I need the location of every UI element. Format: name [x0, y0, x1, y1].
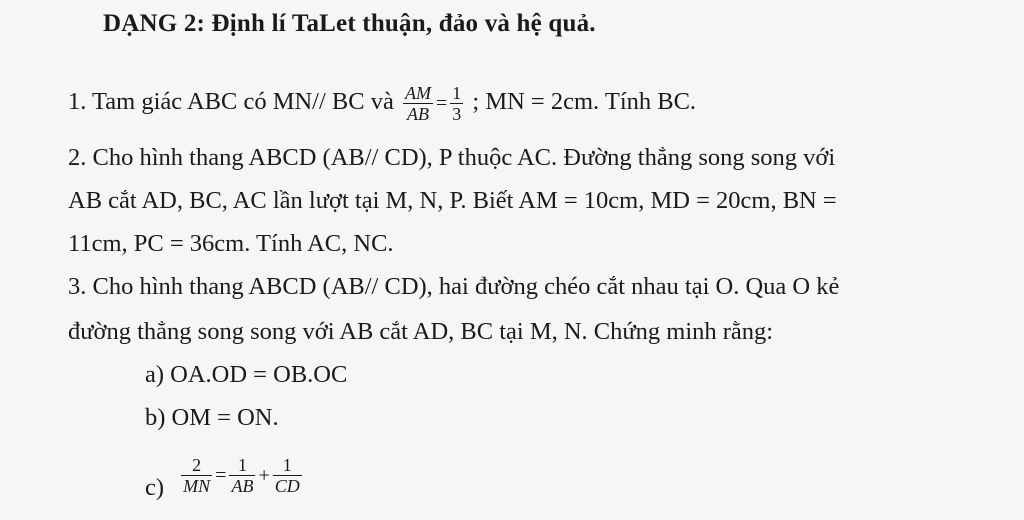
problem-3-line-1: 3. Cho hình thang ABCD (AB// CD), hai đường chéo cắt nhau tại O. Qua O kẻ	[68, 273, 840, 300]
fraction-1-cd	[273, 455, 302, 496]
fraction-denominator: CD	[274, 476, 300, 496]
problem-3-part-b: b) OM = ON.	[145, 404, 279, 431]
problem-2-line-1: 2. Cho hình thang ABCD (AB// CD), P thuộc AC. Đường thẳng song song với	[68, 144, 836, 171]
problem-1	[68, 83, 696, 124]
fraction-am-ab	[403, 83, 433, 124]
problem-2-line-2: AB cắt AD, BC, AC lần lượt tại M, N, P. Biết AM = 10cm, MD = 20cm, BN =	[68, 187, 837, 214]
fraction-numerator: 1	[229, 455, 255, 476]
fraction-denominator: 3	[452, 104, 462, 124]
fraction-2-mn	[181, 455, 212, 496]
equals-sign: =	[435, 92, 448, 115]
fraction-1-ab	[229, 455, 255, 496]
problem-1-text-after: ; MN = 2cm. Tính BC.	[472, 88, 697, 116]
fraction-denominator: AB	[406, 104, 429, 124]
problem-3-part-a: a) OA.OD = OB.OC	[145, 361, 348, 388]
problem-2-line-3: 11cm, PC = 36cm. Tính AC, NC.	[68, 230, 394, 257]
equals-sign: =	[215, 464, 227, 487]
fraction-denominator: MN	[183, 476, 211, 496]
fraction-denominator: AB	[231, 476, 254, 496]
fraction-numerator: 1	[452, 83, 462, 103]
section-title: DẠNG 2: Định lí TaLet thuận, đảo và hệ quả.	[103, 10, 596, 37]
part-c-label: c)	[145, 474, 165, 502]
fraction-numerator: 1	[273, 455, 302, 476]
problem-1-text-before: 1. Tam giác ABC có MN// BC và	[68, 88, 394, 116]
fraction-numerator: AM	[404, 83, 431, 103]
problem-3-line-2: đường thẳng song song với AB cắt AD, BC tại M, N. Chứng minh rằng:	[68, 318, 774, 345]
plus-sign: +	[258, 464, 270, 487]
fraction-one-third	[450, 83, 463, 124]
fraction-numerator: 2	[181, 455, 212, 476]
problem-3-part-c	[145, 455, 305, 503]
